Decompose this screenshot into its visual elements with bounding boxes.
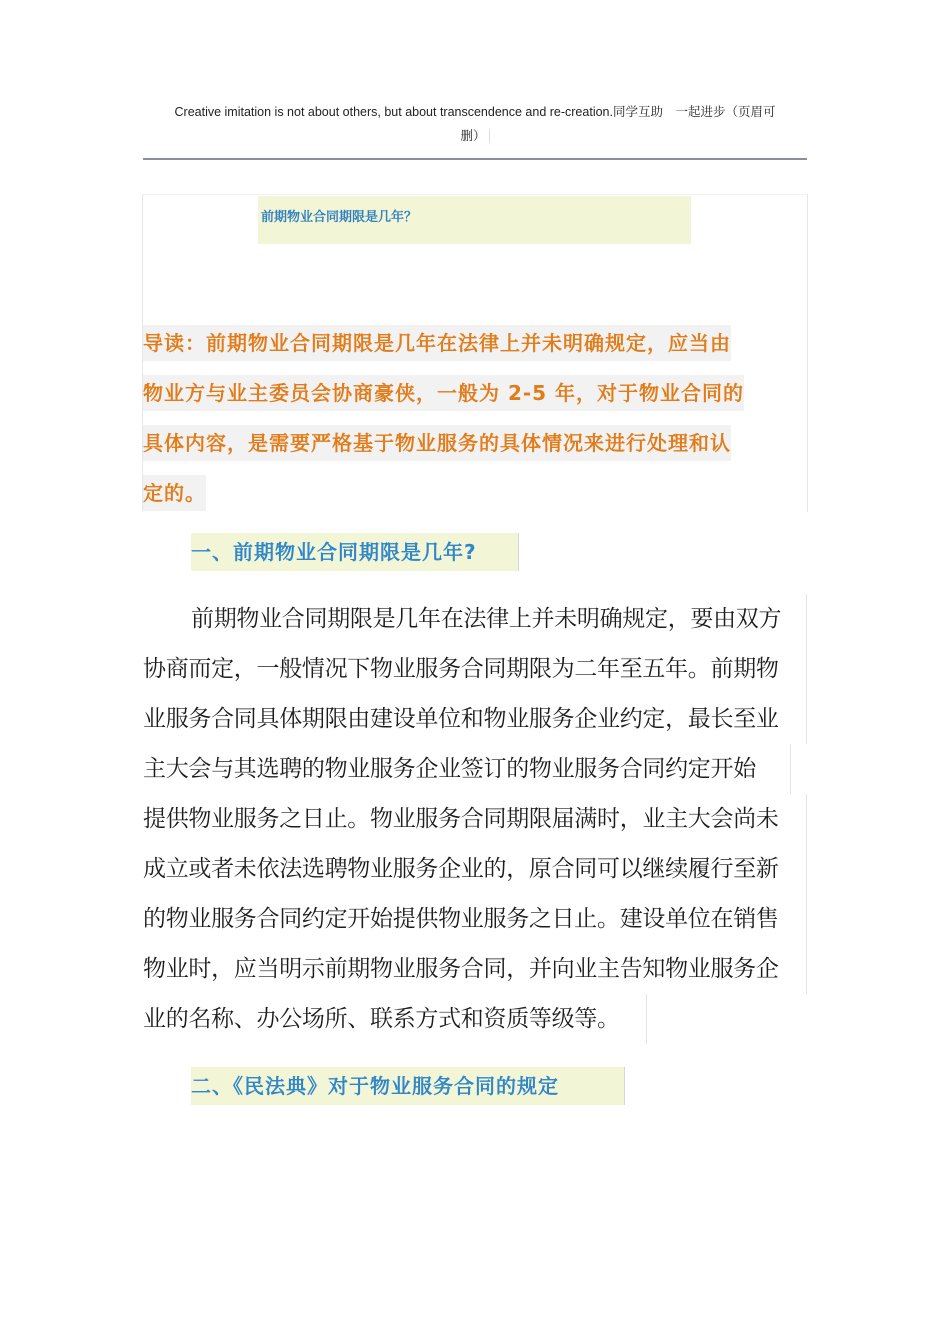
lead-line: 定的。	[143, 475, 206, 511]
paragraph-line: 物业时，应当明示前期物业服务合同，并向业主告知物业服务企	[143, 944, 807, 994]
paragraph-line: 的物业服务合同约定开始提供物业服务之日止。建设单位在销售	[143, 894, 807, 944]
paragraph-line: 协商而定，一般情况下物业服务合同期限为二年至五年。前期物	[143, 644, 807, 694]
header-text-cont: 删）	[460, 129, 489, 143]
paragraph-line: 业的名称、办公场所、联系方式和资质等级等。	[143, 994, 647, 1044]
header-rule	[143, 158, 807, 160]
section-heading-1: 一、前期物业合同期限是几年?	[191, 533, 519, 571]
section-heading-2: 二、《民法典》对于物业服务合同的规定	[191, 1067, 625, 1105]
document-title: 前期物业合同期限是几年？	[258, 196, 691, 244]
paragraph-line: 主大会与其选聘的物业服务企业签订的物业服务合同约定开始	[143, 744, 791, 794]
lead-line: 导读：前期物业合同期限是几年在法律上并未明确规定，应当由	[143, 325, 731, 361]
section-1-paragraph	[143, 594, 807, 1044]
paragraph-line: 前期物业合同期限是几年在法律上并未明确规定，要由双方	[143, 594, 807, 644]
page-header	[143, 100, 807, 148]
paragraph-line: 成立或者未依法选聘物业服务企业的，原合同可以继续履行至新	[143, 844, 807, 894]
lead-line: 物业方与业主委员会协商豪侠，一般为 2-5 年，对于物业合同的	[143, 375, 744, 411]
paragraph-line: 提供物业服务之日止。物业服务合同期限届满时，业主大会尚未	[143, 794, 807, 844]
header-text: Creative imitation is not about others, but about transcendence and re-creation.同学互助 一起进步（页眉可	[174, 105, 776, 119]
lead-line: 具体内容，是需要严格基于物业服务的具体情况来进行处理和认	[143, 425, 731, 461]
paragraph-line: 业服务合同具体期限由建设单位和物业服务企业约定，最长至业	[143, 694, 807, 744]
lead-paragraph	[143, 318, 807, 518]
